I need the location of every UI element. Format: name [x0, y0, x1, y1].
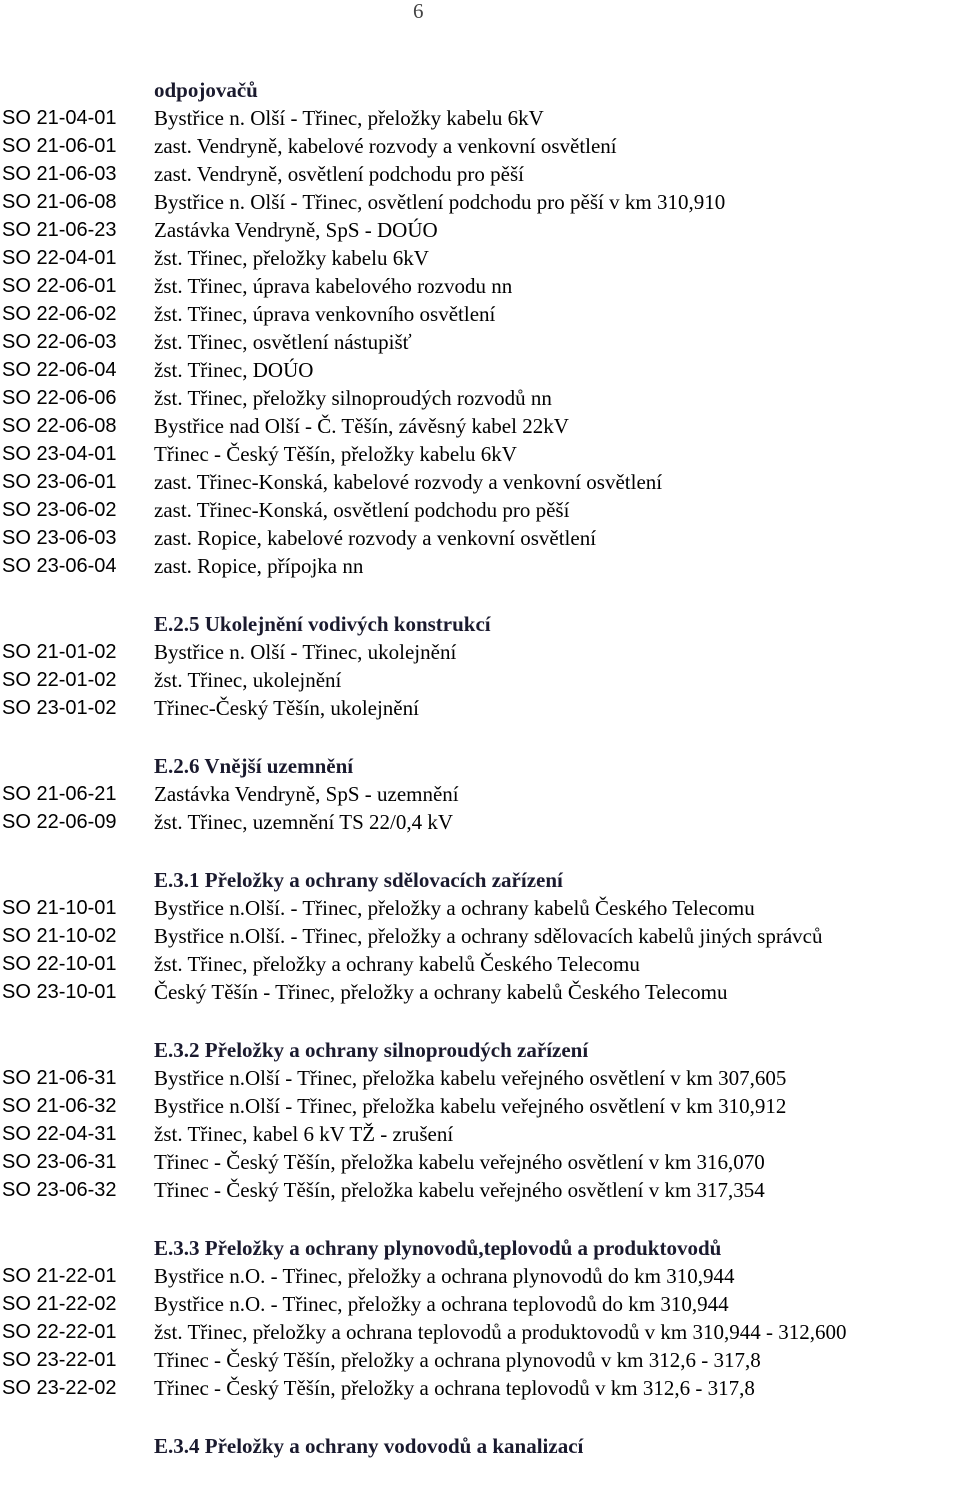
item-row — [0, 780, 960, 808]
item-row — [0, 188, 960, 216]
item-row — [0, 300, 960, 328]
item-description: Zastávka Vendryně, SpS - uzemnění — [154, 782, 459, 806]
item-code: SO 23-06-04 — [2, 555, 117, 577]
item-description: žst. Třinec, ukolejnění — [154, 668, 342, 692]
section-heading: E.3.1 Přeložky a ochrany sdělovacích zařízení — [154, 868, 563, 892]
section-heading: E.3.2 Přeložky a ochrany silnoproudých zařízení — [154, 1038, 589, 1062]
section-spacer — [0, 1006, 960, 1036]
item-row — [0, 1262, 960, 1290]
item-code: SO 21-06-01 — [2, 135, 117, 157]
section-spacer — [0, 1204, 960, 1234]
item-code: SO 22-22-01 — [2, 1321, 117, 1343]
item-row — [0, 694, 960, 722]
item-description: Třinec - Český Těšín, přeložka kabelu veřejného osvětlení v km 317,354 — [154, 1178, 765, 1202]
item-row — [0, 524, 960, 552]
item-description: Bystřice n. Olší - Třinec, osvětlení podchodu pro pěší v km 310,910 — [154, 190, 726, 214]
section — [0, 610, 960, 722]
item-code: SO 23-10-01 — [2, 981, 117, 1003]
item-row — [0, 1346, 960, 1374]
item-code: SO 21-01-02 — [2, 641, 117, 663]
item-description: Třinec-Český Těšín, ukolejnění — [154, 696, 419, 720]
section-spacer — [0, 1402, 960, 1432]
item-code: SO 22-06-02 — [2, 303, 117, 325]
section — [0, 1432, 960, 1460]
page-number: 6 — [413, 0, 424, 23]
item-row — [0, 496, 960, 524]
section-heading: E.2.6 Vnější uzemnění — [154, 754, 354, 778]
item-description: Český Těšín - Třinec, přeložky a ochrany kabelů Českého Telecomu — [154, 980, 728, 1004]
item-description: žst. Třinec, přeložky a ochrany kabelů Českého Telecomu — [154, 952, 640, 976]
item-row — [0, 356, 960, 384]
item-row — [0, 894, 960, 922]
item-code: SO 21-22-01 — [2, 1265, 117, 1287]
item-code: SO 23-22-02 — [2, 1377, 117, 1399]
item-row — [0, 1092, 960, 1120]
item-description: žst. Třinec, uzemnění TS 22/0,4 kV — [154, 810, 454, 834]
item-row — [0, 666, 960, 694]
item-row — [0, 272, 960, 300]
item-description: Třinec - Český Těšín, přeložky a ochrana teplovodů v km 312,6 - 317,8 — [154, 1376, 755, 1400]
item-description: žst. Třinec, úprava venkovního osvětlení — [154, 302, 496, 326]
item-code: SO 22-06-01 — [2, 275, 117, 297]
section — [0, 1036, 960, 1204]
section-heading: E.3.3 Přeložky a ochrany plynovodů,teplovodů a produktovodů — [154, 1236, 722, 1260]
item-code: SO 21-22-02 — [2, 1293, 117, 1315]
item-code: SO 22-06-09 — [2, 811, 117, 833]
item-description: žst. Třinec, přeložky kabelu 6kV — [154, 246, 429, 270]
item-code: SO 21-06-32 — [2, 1095, 117, 1117]
item-row — [0, 468, 960, 496]
item-description: Třinec - Český Těšín, přeložky a ochrana plynovodů v km 312,6 - 317,8 — [154, 1348, 761, 1372]
item-code: SO 23-06-01 — [2, 471, 117, 493]
item-code: SO 23-06-31 — [2, 1151, 117, 1173]
section — [0, 866, 960, 1006]
section — [0, 1234, 960, 1402]
item-row — [0, 132, 960, 160]
item-row — [0, 1318, 960, 1346]
item-description: Bystřice n.Olší - Třinec, přeložka kabelu veřejného osvětlení v km 310,912 — [154, 1094, 787, 1118]
item-code: SO 23-22-01 — [2, 1349, 117, 1371]
item-code: SO 23-06-03 — [2, 527, 117, 549]
item-row — [0, 1176, 960, 1204]
item-description: Bystřice n. Olší - Třinec, přeložky kabelu 6kV — [154, 106, 544, 130]
item-description: Bystřice n.O. - Třinec, přeložky a ochrana teplovodů do km 310,944 — [154, 1292, 729, 1316]
item-code: SO 23-06-32 — [2, 1179, 117, 1201]
item-code: SO 22-06-03 — [2, 331, 117, 353]
item-description: zast. Ropice, přípojka nn — [154, 554, 364, 578]
item-description: Bystřice n. Olší - Třinec, ukolejnění — [154, 640, 457, 664]
item-description: žst. Třinec, kabel 6 kV TŽ - zrušení — [154, 1122, 454, 1146]
item-code: SO 22-06-04 — [2, 359, 117, 381]
item-row — [0, 160, 960, 188]
item-description: žst. Třinec, přeložky silnoproudých rozvodů nn — [154, 386, 552, 410]
item-row — [0, 1064, 960, 1092]
item-code: SO 23-04-01 — [2, 443, 117, 465]
item-row — [0, 978, 960, 1006]
document-body — [0, 76, 960, 1460]
item-code: SO 22-06-08 — [2, 415, 117, 437]
item-code: SO 22-06-06 — [2, 387, 117, 409]
item-row — [0, 328, 960, 356]
item-code: SO 23-01-02 — [2, 697, 117, 719]
item-description: zast. Třinec-Konská, kabelové rozvody a venkovní osvětlení — [154, 470, 663, 494]
item-description: Bystřice n.O. - Třinec, přeložky a ochrana plynovodů do km 310,944 — [154, 1264, 735, 1288]
item-code: SO 23-06-02 — [2, 499, 117, 521]
item-code: SO 21-04-01 — [2, 107, 117, 129]
item-description: Bystřice n.Olší - Třinec, přeložka kabelu veřejného osvětlení v km 307,605 — [154, 1066, 787, 1090]
section-spacer — [0, 722, 960, 752]
section-heading: E.3.4 Přeložky a ochrany vodovodů a kanalizací — [154, 1434, 584, 1458]
item-description: žst. Třinec, přeložky a ochrana teplovodů a produktovodů v km 310,944 - 312,600 — [154, 1320, 847, 1344]
item-description: Bystřice n.Olší. - Třinec, přeložky a ochrany kabelů Českého Telecomu — [154, 896, 755, 920]
item-row — [0, 104, 960, 132]
item-code: SO 22-04-01 — [2, 247, 117, 269]
item-code: SO 22-04-31 — [2, 1123, 117, 1145]
item-description: Bystřice n.Olší. - Třinec, přeložky a ochrany sdělovacích kabelů jiných správců — [154, 924, 823, 948]
item-code: SO 21-06-31 — [2, 1067, 117, 1089]
item-row — [0, 552, 960, 580]
item-description: Třinec - Český Těšín, přeložky kabelu 6kV — [154, 442, 517, 466]
item-row — [0, 412, 960, 440]
item-description: zast. Vendryně, osvětlení podchodu pro pěší — [154, 162, 524, 186]
item-row — [0, 440, 960, 468]
item-row — [0, 1290, 960, 1318]
item-description: Třinec - Český Těšín, přeložka kabelu veřejného osvětlení v km 316,070 — [154, 1150, 765, 1174]
item-code: SO 21-06-03 — [2, 163, 117, 185]
section-spacer — [0, 580, 960, 610]
item-row — [0, 808, 960, 836]
item-row — [0, 1374, 960, 1402]
item-description: žst. Třinec, osvětlení nástupišť — [154, 330, 412, 354]
item-code: SO 21-10-01 — [2, 897, 117, 919]
item-row — [0, 1148, 960, 1176]
item-row — [0, 244, 960, 272]
item-code: SO 21-06-08 — [2, 191, 117, 213]
item-row — [0, 950, 960, 978]
item-code: SO 21-06-21 — [2, 783, 117, 805]
item-description: Zastávka Vendryně, SpS - DOÚO — [154, 218, 438, 242]
item-code: SO 22-10-01 — [2, 953, 117, 975]
item-row — [0, 216, 960, 244]
item-description: Bystřice nad Olší - Č. Těšín, závěsný kabel 22kV — [154, 414, 569, 438]
section-heading: E.2.5 Ukolejnění vodivých konstrukcí — [154, 612, 491, 636]
section — [0, 752, 960, 836]
item-row — [0, 384, 960, 412]
item-row — [0, 638, 960, 666]
item-code: SO 22-01-02 — [2, 669, 117, 691]
item-description: zast. Vendryně, kabelové rozvody a venkovní osvětlení — [154, 134, 617, 158]
item-description: zast. Ropice, kabelové rozvody a venkovní osvětlení — [154, 526, 597, 550]
section-spacer — [0, 836, 960, 866]
item-code: SO 21-06-23 — [2, 219, 117, 241]
item-description: žst. Třinec, DOÚO — [154, 358, 314, 382]
item-code: SO 21-10-02 — [2, 925, 117, 947]
item-description: žst. Třinec, úprava kabelového rozvodu nn — [154, 274, 513, 298]
section-heading: odpojovačů — [154, 78, 258, 102]
section — [0, 76, 960, 580]
item-description: zast. Třinec-Konská, osvětlení podchodu pro pěší — [154, 498, 570, 522]
item-row — [0, 922, 960, 950]
item-row — [0, 1120, 960, 1148]
